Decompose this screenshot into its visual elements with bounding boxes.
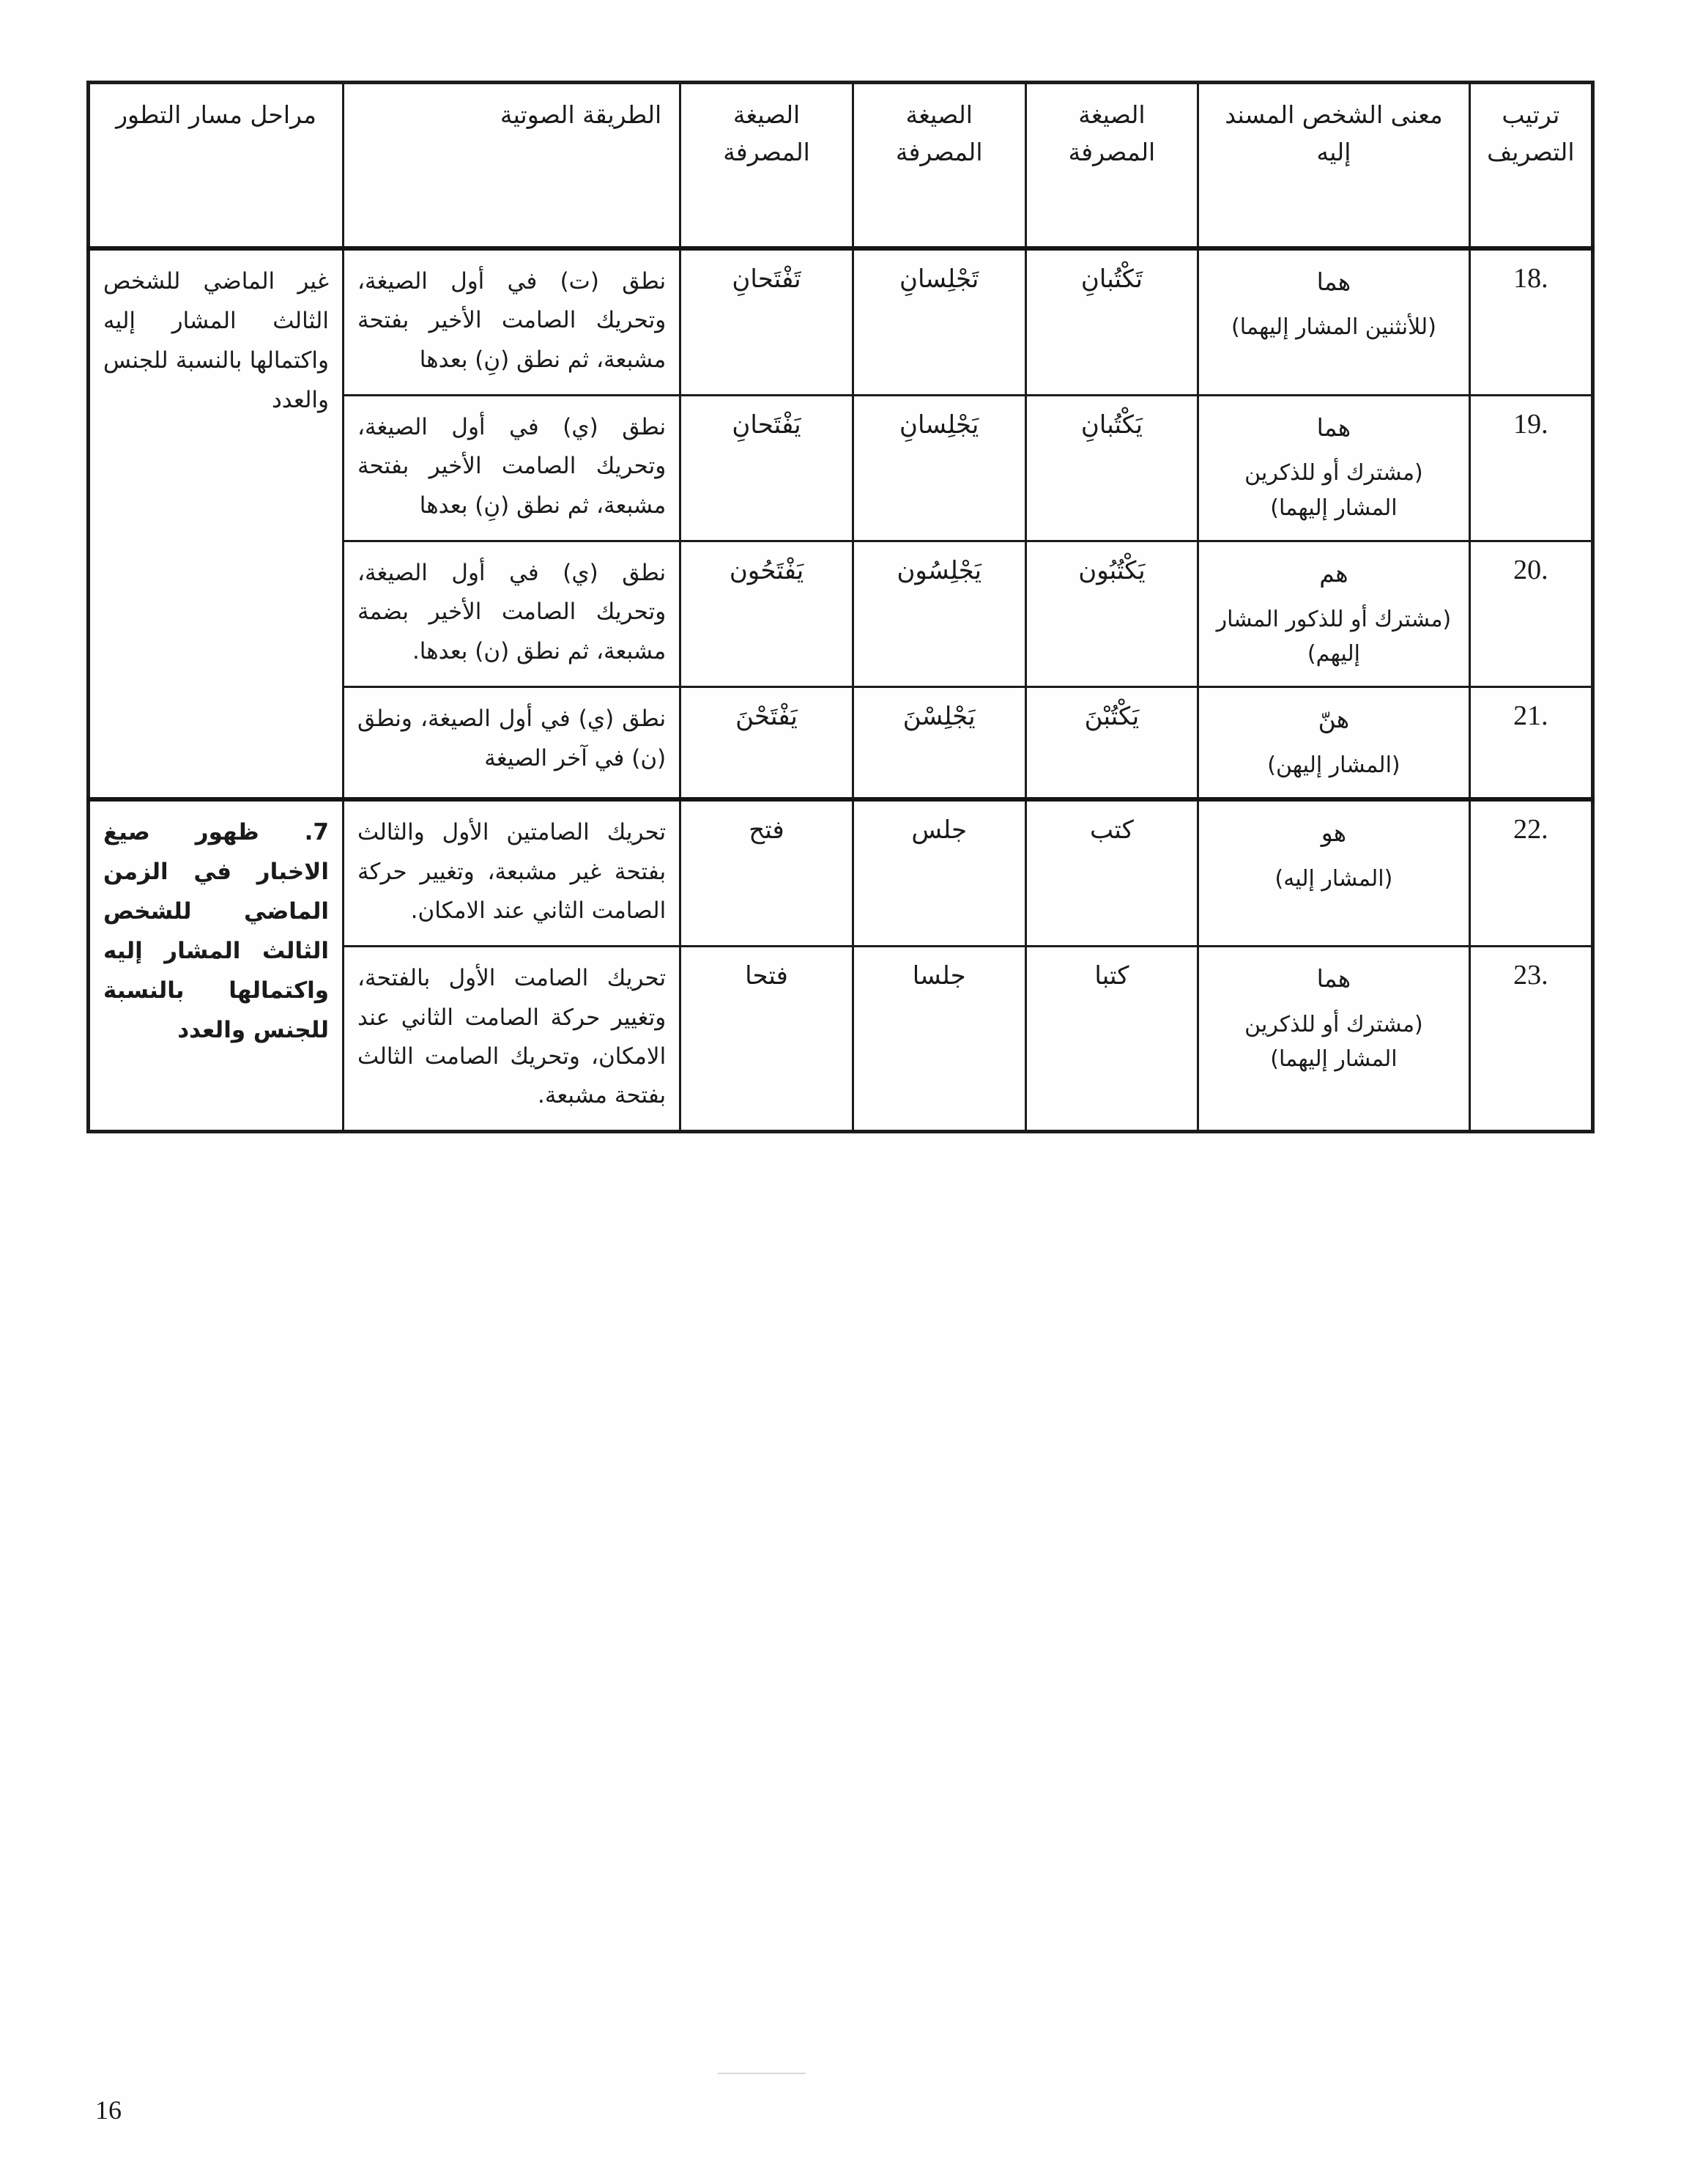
header-cell-development-stages	[89, 83, 344, 249]
header-label-development-stages: مراحل مسار التطور	[116, 100, 316, 129]
cell-person-meaning	[1198, 687, 1469, 799]
cell-order: 22.	[1469, 799, 1592, 946]
cell-form-c: يَفْتَحُون	[680, 541, 853, 687]
cell-form-a: يَكْتُبانِ	[1025, 395, 1198, 541]
cell-form-c: فتحا	[680, 947, 853, 1132]
person-pronoun: هو	[1321, 818, 1347, 848]
cell-person-meaning	[1198, 248, 1469, 395]
conjugation-table-container	[86, 81, 1595, 1133]
header-cell-form-c	[680, 83, 853, 249]
header-cell-order	[1469, 83, 1592, 249]
person-gloss: (المشار إليه)	[1274, 865, 1393, 892]
person-gloss: (المشار إليهن)	[1267, 752, 1400, 778]
person-pronoun: هما	[1316, 964, 1351, 993]
header-cell-form-a	[1025, 83, 1198, 249]
header-label-order: ترتيب التصريف	[1487, 100, 1575, 167]
table-header-row	[89, 83, 1593, 249]
header-label-form-b: الصيغة المصرفة	[895, 100, 983, 167]
cell-form-b: يَجْلِسْنَ	[853, 687, 1025, 799]
cell-order: 19.	[1469, 395, 1592, 541]
page-number: 16	[95, 2095, 122, 2125]
cell-order: 23.	[1469, 947, 1592, 1132]
cell-form-b: جلسا	[853, 947, 1025, 1132]
cell-order: 21.	[1469, 687, 1592, 799]
cell-phonetic-method: نطق (ت) في أول الصيغة، وتحريك الصامت الأخير بفتحة مشبعة، ثم نطق (نِ) بعدها	[344, 248, 680, 395]
cell-form-a: يَكْتُبُون	[1025, 541, 1198, 687]
cell-form-b: تَجْلِسانِ	[853, 248, 1025, 395]
person-gloss: (مشترك أو للذكور المشار إليهم)	[1216, 606, 1452, 667]
cell-phonetic-method: نطق (ي) في أول الصيغة، ونطق (ن) في آخر الصيغة	[344, 687, 680, 799]
table-row	[89, 248, 1593, 395]
header-cell-form-b	[853, 83, 1025, 249]
cell-form-c: يَفْتَحْنَ	[680, 687, 853, 799]
cell-form-b: جلس	[853, 799, 1025, 946]
cell-phonetic-method: تحريك الصامتين الأول والثالث بفتحة غير مشبعة، وتغيير حركة الصامت الثاني عند الامكان.	[344, 799, 680, 946]
cell-form-c: يَفْتَحانِ	[680, 395, 853, 541]
person-pronoun: هنّ	[1318, 705, 1350, 734]
table-body	[89, 248, 1593, 1132]
person-gloss: (مشترك أو للذكرين المشار إليهما)	[1244, 460, 1423, 521]
cell-development-stage-group: غير الماضي للشخص الثالث المشار إليه واكتمالها بالنسبة للجنس والعدد	[89, 248, 344, 799]
person-pronoun: هما	[1316, 412, 1351, 442]
person-pronoun: هما	[1316, 267, 1351, 296]
table-row	[89, 799, 1593, 946]
cell-order: 20.	[1469, 541, 1592, 687]
cell-form-a: كتب	[1025, 799, 1198, 946]
cell-order: 18.	[1469, 248, 1592, 395]
cell-phonetic-method: نطق (ي) في أول الصيغة، وتحريك الصامت الأخير بضمة مشبعة، ثم نطق (ن) بعدها.	[344, 541, 680, 687]
cell-form-a: تَكْتُبانِ	[1025, 248, 1198, 395]
cell-person-meaning	[1198, 947, 1469, 1132]
cell-development-stage-group: 7. ظهور صيغ الاخبار في الزمن الماضي للشخص الثالث المشار إليه واكتمالها بالنسبة للجنس والعدد	[89, 799, 344, 1132]
cell-form-c: تَفْتَحانِ	[680, 248, 853, 395]
cell-phonetic-method: تحريك الصامت الأول بالفتحة، وتغيير حركة الصامت الثاني عند الامكان، وتحريك الصامت الثالث بفتحة مشبعة.	[344, 947, 680, 1132]
header-label-phonetic-method: الطريقة الصوتية	[500, 100, 662, 129]
cell-person-meaning	[1198, 799, 1469, 946]
cell-person-meaning	[1198, 395, 1469, 541]
scan-artifact	[718, 2073, 806, 2074]
header-label-form-c: الصيغة المصرفة	[723, 100, 810, 167]
header-label-form-a: الصيغة المصرفة	[1068, 100, 1156, 167]
header-label-person-meaning: معنى الشخص المسند إليه	[1225, 100, 1443, 167]
cell-form-a: يَكْتُبْنَ	[1025, 687, 1198, 799]
cell-form-b: يَجْلِسانِ	[853, 395, 1025, 541]
person-pronoun: هم	[1319, 559, 1348, 588]
cell-form-c: فتح	[680, 799, 853, 946]
person-gloss: (مشترك أو للذكرين المشار إليهما)	[1244, 1011, 1423, 1073]
cell-person-meaning	[1198, 541, 1469, 687]
person-gloss: (للأنثنين المشار إليهما)	[1231, 314, 1436, 341]
cell-form-b: يَجْلِسُون	[853, 541, 1025, 687]
header-cell-person-meaning	[1198, 83, 1469, 249]
cell-form-a: كتبا	[1025, 947, 1198, 1132]
header-cell-phonetic-method	[344, 83, 680, 249]
cell-phonetic-method: نطق (ي) في أول الصيغة، وتحريك الصامت الأخير بفتحة مشبعة، ثم نطق (نِ) بعدها	[344, 395, 680, 541]
conjugation-table	[86, 81, 1595, 1133]
